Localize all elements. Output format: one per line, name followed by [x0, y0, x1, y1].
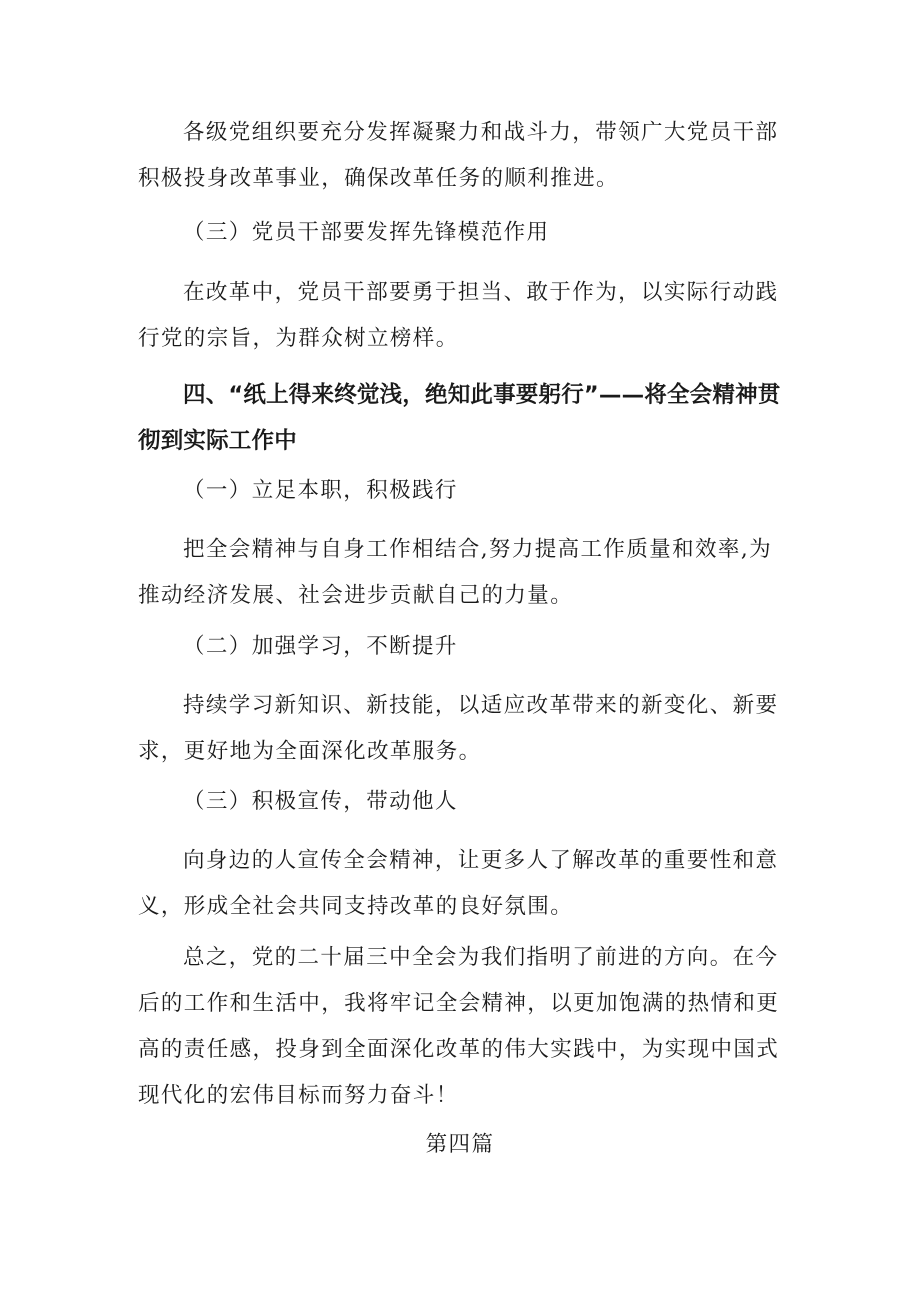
paragraph-continuous-learning: 持续学习新知识、新技能，以适应改革带来的新变化、新要求，更好地为全面深化改革服务。 — [138, 693, 779, 764]
paragraph-cadres-take-responsibility: 在改革中，党员干部要勇于担当、敢于作为，以实际行动践行党的宗旨，为群众树立榜样。 — [138, 280, 779, 351]
subheading-based-on-post: （一）立足本职，积极践行 — [183, 478, 458, 503]
subheading-vanguard-role: （三）党员干部要发挥先锋模范作用 — [183, 220, 550, 245]
subheading-strengthen-learning: （二）加强学习，不断提升 — [183, 634, 458, 659]
paragraph-party-organizations: 各级党组织要充分发挥凝聚力和战斗力，带领广大党员干部积极投身改革事业，确保改革任务的顺利推进。 — [138, 120, 779, 191]
section-heading-four: 四、“纸上得来终觉浅，绝知此事要躬行”——将全会精神贯彻到实际工作中 — [138, 382, 781, 454]
chapter-title: 第四篇 — [425, 1132, 495, 1157]
paragraph-combine-with-work: 把全会精神与自身工作相结合,努力提高工作质量和效率,为推动经济发展、社会进步贡献自己的力量。 — [138, 537, 772, 608]
subheading-active-publicity: （三）积极宣传，带动他人 — [183, 789, 458, 814]
paragraph-publicize-spirit: 向身边的人宣传全会精神，让更多人了解改革的重要性和意义，形成全社会共同支持改革的良好氛围。 — [138, 848, 779, 919]
paragraph-conclusion: 总之，党的二十届三中全会为我们指明了前进的方向。在今后的工作和生活中，我将牢记全会精神，以更加饱满的热情和更高的责任感，投身到全面深化改革的伟大实践中，为实现中国式现代化的宏伟目标而努力奋斗！ — [138, 945, 780, 1108]
